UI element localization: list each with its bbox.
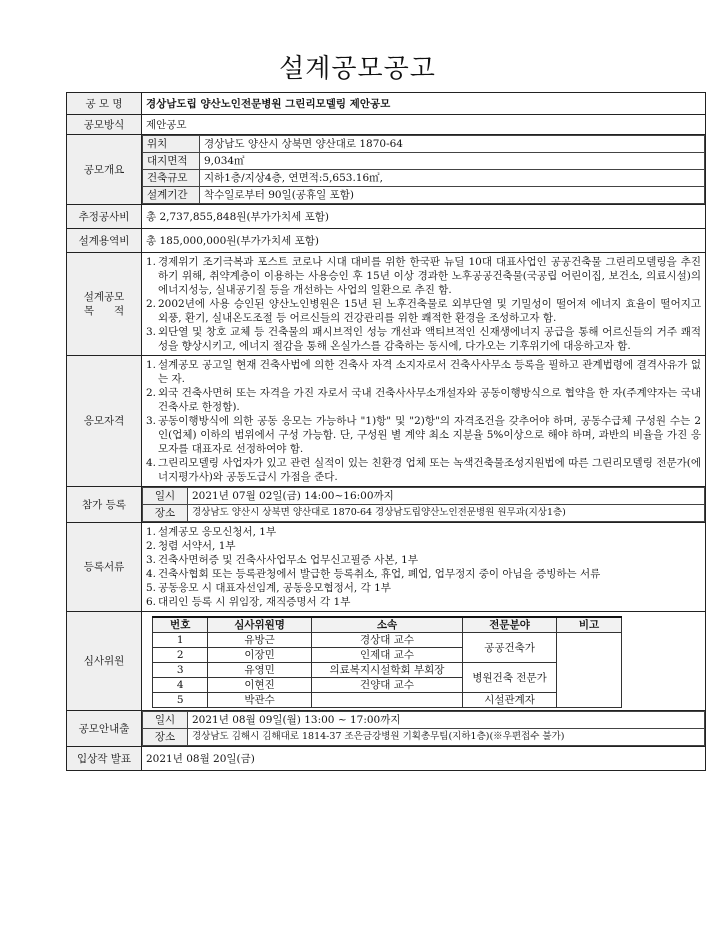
scale-value: 지하1층/지상4층, 연면적:5,653.16㎡, <box>200 170 705 187</box>
overview-label: 공모개요 <box>67 135 142 205</box>
registration-table <box>142 487 705 522</box>
location-value: 경상남도 양산시 상북면 양산대로 1870-64 <box>200 136 705 153</box>
overview-table <box>142 135 705 204</box>
table-row: 5 박관수 시설관계자 <box>153 693 622 708</box>
method-value: 제안공모 <box>142 115 706 135</box>
list-item: 4. 건축사협회 또는 등록관청에서 발급한 등록취소, 휴업, 폐업, 업무정지 중이 아님을 증빙하는 서류 <box>146 568 601 580</box>
award-value: 2021년 08월 20일(금) <box>142 747 706 771</box>
fee-value: 총 185,000,000원(부가가치세 포함) <box>142 229 706 253</box>
location-label: 위치 <box>143 136 200 153</box>
eligibility-label: 응모자격 <box>67 356 142 487</box>
jury-note <box>556 633 621 708</box>
guide-label: 공모안내출 <box>67 711 142 747</box>
list-item: 2. 외국 건축사면허 또는 자격을 가진 자로서 국내 건축사사무소개설자와 공동이행방식으로 협약을 한 자(주계약자는 국내건축사로 한정함). <box>146 387 701 413</box>
field-hospital-expert: 병원건축 전문가 <box>463 663 557 693</box>
period-label: 설계기간 <box>143 187 200 204</box>
guide-date-value: 2021년 08월 09일(월) 13:00 ~ 17:00까지 <box>188 712 705 729</box>
reg-place-label: 장소 <box>143 505 188 522</box>
jury-label: 심사위원 <box>67 612 142 711</box>
notice-table <box>66 92 706 771</box>
award-label: 입상작 발표 <box>67 747 142 771</box>
jury-header-name: 심사위원명 <box>208 617 311 633</box>
contest-name: 경상남도립 양산노인전문병원 그린리모델링 제안공모 <box>142 93 706 115</box>
table-row: 2 이장민 인제대 교수 <box>153 648 622 663</box>
reg-place-value: 경상남도 양산시 상북면 양산대로 1870-64 경상남도립양산노인전문병원 원무과(지상1층) <box>188 505 705 522</box>
method-label: 공모방식 <box>67 115 142 135</box>
fee-label: 설계용역비 <box>67 229 142 253</box>
list-item: 3. 외단열 및 창호 교체 등 건축물의 패시브적인 성능 개선과 액티브적인 신재생에너지 공급을 통해 어르신들의 거주 쾌적성을 향상시키고, 에너지 절감을 통해 온실가스를 감축하는 동시에, 다가오는 기후위기에 대응하고자 함. <box>146 326 701 352</box>
guide-place-value: 경상남도 김해시 김해대로 1814-37 조은금강병원 기획총무팀(지하1층)(※우편접수 불가) <box>188 729 705 746</box>
jury-header-note: 비고 <box>556 617 621 633</box>
purpose-label <box>67 253 142 356</box>
documents-list <box>146 525 701 609</box>
cost-label: 추정공사비 <box>67 205 142 229</box>
site-area-label: 대지면적 <box>143 153 200 170</box>
eligibility-list <box>146 358 701 484</box>
table-row: 3 유영민 의료복지시설학회 부회장 병원건축 전문가 <box>153 663 622 678</box>
table-row: 1 유방근 경상대 교수 공공건축가 <box>153 633 622 648</box>
list-item: 6. 대리인 등록 시 위임장, 재직증명서 각 1부 <box>146 596 351 608</box>
list-item: 3. 공동이행방식에 의한 공동 응모는 가능하나 "1)항" 및 "2)항"의 자격조건을 갖추어야 하며, 공동수급체 구성원 수는 2인(업체) 이하의 범위에서 구성 가능함. 단, 구성원 별 계약 최소 지분율 5%이상으로 해야 하며, 과반의 비율을 가진 응모자를 대표자로 선정하여야 함. <box>146 415 701 455</box>
guide-place-label: 장소 <box>143 729 188 746</box>
period-value: 착수일로부터 90일(공휴일 포함) <box>200 187 705 204</box>
guide-table <box>142 711 705 746</box>
list-item: 5. 공동응모 시 대표자선임계, 공동응모협정서, 각 1부 <box>146 582 391 594</box>
list-item: 2. 2002년에 사용 승인된 양산노인병원은 15년 된 노후건축물로 외부단열 및 기밀성이 떨어져 에너지 효율이 떨어지고 외풍, 환기, 실내온도조절 등 어르신들의 건강관리를 위한 쾌적한 환경을 조성하고자 함. <box>146 298 701 324</box>
purpose-label-line1: 설계공모 <box>83 291 125 303</box>
page-title: 설계공모공고 <box>279 54 436 84</box>
purpose-list <box>146 255 701 353</box>
reg-date-label: 일시 <box>143 488 188 505</box>
list-item: 2. 청렴 서약서, 1부 <box>146 540 236 552</box>
table-row: 4 이현진 건양대 교수 <box>153 678 622 693</box>
registration-label: 참가 등록 <box>67 487 142 523</box>
jury-header-org: 소속 <box>311 617 462 633</box>
jury-header-field: 전문분야 <box>463 617 557 633</box>
list-item: 1. 경제위기 조기극복과 포스트 코로나 시대 대비를 위한 한국판 뉴딜 10대 대표사업인 공공건축물 그린리모델링을 추진하기 위해, 취약계층이 이용하는 사용승인 후 15년 이상 경과한 노후공공건축물(국공립 어린이집, 보건소, 의료시설)의 에너지성능, 실내공기질 등을 개선하는 사업의 일환으로 추진 함. <box>146 256 701 296</box>
field-public-architect: 공공건축가 <box>463 633 557 663</box>
jury-table <box>152 616 622 708</box>
name-label: 공 모 명 <box>67 93 142 115</box>
list-item: 3. 건축사면허증 및 건축사사업무소 업무신고필증 사본, 1부 <box>146 554 418 566</box>
scale-label: 건축규모 <box>143 170 200 187</box>
documents-label: 등록서류 <box>67 523 142 612</box>
jury-header-no: 번호 <box>153 617 208 633</box>
purpose-label-line2: 목 적 <box>83 305 125 317</box>
list-item: 1. 설계공모 공고일 현재 건축사법에 의한 건축사 자격 소지자로서 건축사사무소 등록을 필하고 관계법령에 결격사유가 없는 자. <box>146 359 701 385</box>
list-item: 4. 그린리모델링 사업자가 있고 관련 실적이 있는 친환경 업체 또는 녹색건축물조성지원법에 따른 그린리모델링 전문가(에너지평가사)와 공동도급시 가점을 준다. <box>146 457 701 483</box>
reg-date-value: 2021년 07월 02일(금) 14:00~16:00까지 <box>188 488 705 505</box>
field-facility: 시설관계자 <box>463 693 557 708</box>
list-item: 1. 설계공모 응모신청서, 1부 <box>146 526 277 538</box>
cost-value: 총 2,737,855,848원(부가가치세 포함) <box>142 205 706 229</box>
site-area-value: 9,034㎡ <box>200 153 705 170</box>
guide-date-label: 일시 <box>143 712 188 729</box>
